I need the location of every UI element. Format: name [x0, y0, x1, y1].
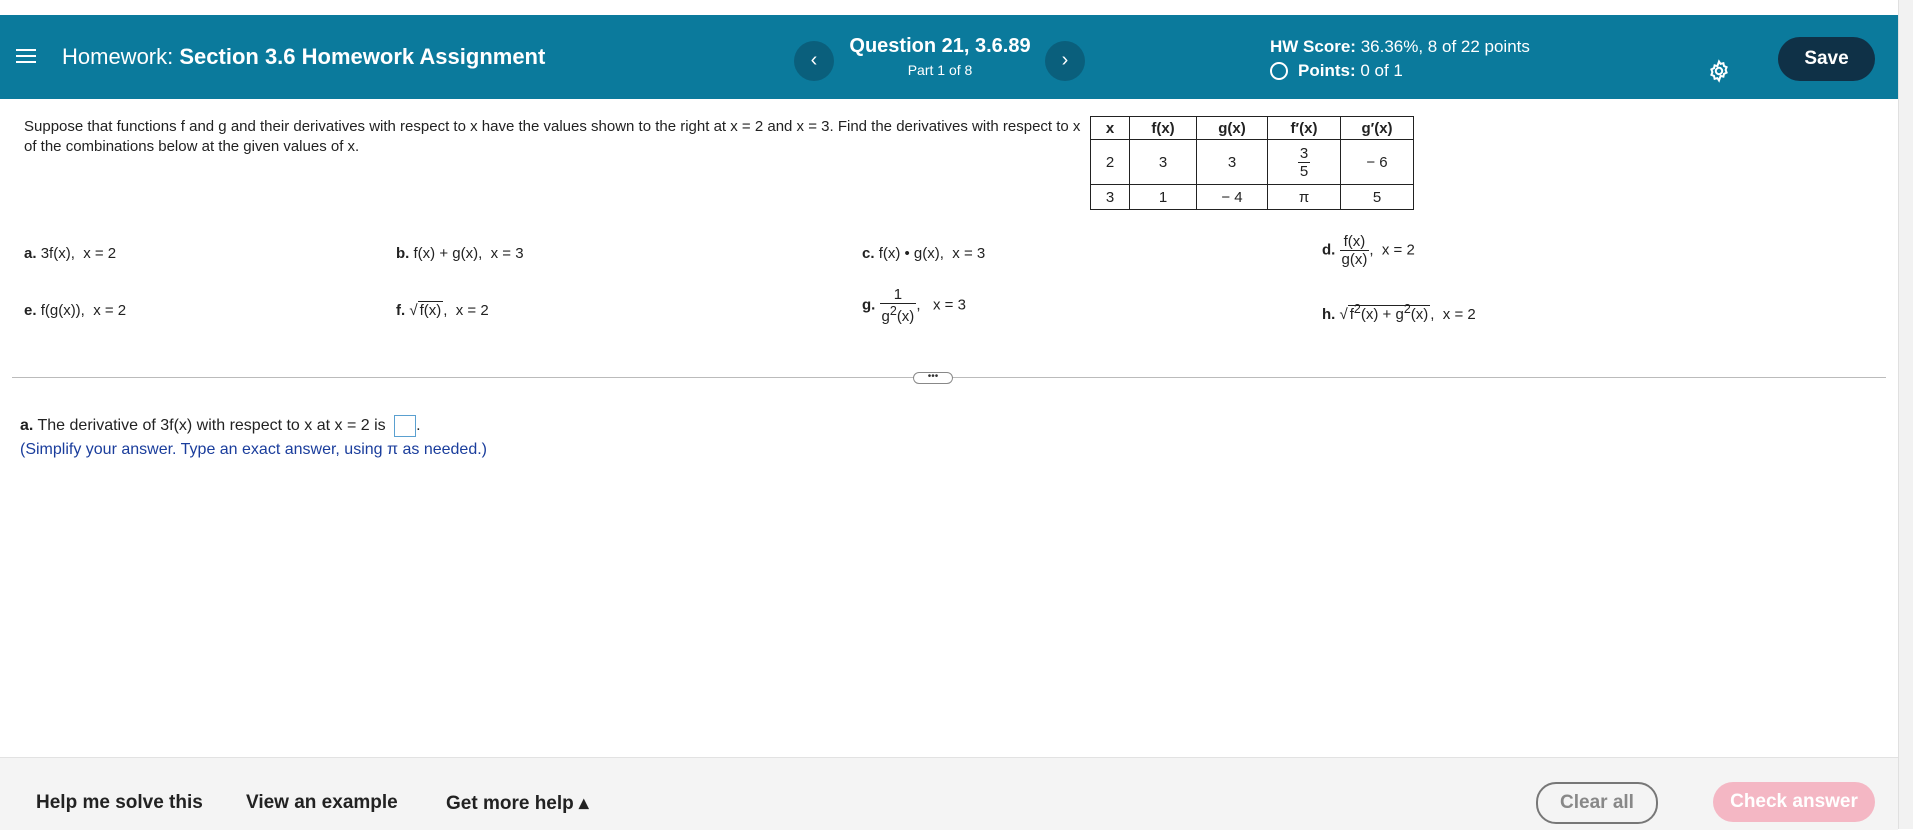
part-h	[1322, 302, 1476, 323]
part-b	[396, 245, 524, 262]
homework-title	[62, 44, 545, 70]
table-header: x	[1091, 117, 1130, 140]
exponent: 2	[1403, 302, 1411, 316]
save-button[interactable]: Save	[1778, 37, 1875, 81]
answer-input[interactable]	[394, 415, 416, 437]
table-cell: 3	[1197, 140, 1268, 185]
scrollbar[interactable]	[1898, 0, 1913, 829]
part-letter: g.	[862, 296, 876, 314]
part-expression: 3f(x),	[40, 245, 75, 262]
get-more-help-link[interactable]: Get more help ▴	[446, 793, 589, 814]
den-exponent: 2	[889, 304, 897, 318]
part-expression: f(x) + g(x),	[413, 245, 483, 262]
table-row	[1091, 140, 1414, 185]
hw-score-value: 36.36%, 8 of 22 points	[1360, 37, 1530, 56]
part-a	[24, 245, 116, 262]
part-at: x = 3	[933, 296, 966, 314]
fraction-numerator: 1	[893, 286, 903, 303]
sqrt-symbol: √	[1339, 306, 1348, 323]
fraction-denominator: g(x)	[1341, 251, 1368, 268]
divider-handle[interactable]: •••	[913, 372, 953, 384]
fraction	[1298, 145, 1310, 180]
prev-question-button[interactable]: ‹	[794, 41, 834, 81]
part-letter: b.	[396, 245, 410, 262]
fraction-numerator: f(x)	[1343, 233, 1366, 250]
clear-all-button[interactable]: Clear all	[1536, 782, 1658, 824]
part-expression: f(g(x)),	[40, 302, 85, 319]
part-comma: ,	[1369, 241, 1374, 259]
question-info	[830, 35, 1050, 78]
points-label: Points:	[1298, 61, 1356, 80]
table-cell: π	[1268, 185, 1341, 210]
answer-text: The derivative of 3f(x) with respect to x at x = 2 is	[37, 417, 386, 435]
fraction-denominator: 5	[1299, 162, 1309, 180]
help-solve-link[interactable]: Help me solve this	[36, 792, 203, 813]
homework-prefix: Homework:	[62, 44, 174, 69]
part-letter: h.	[1322, 306, 1336, 323]
fraction	[880, 286, 917, 325]
radicand-part: (x) + g	[1360, 306, 1404, 323]
table-cell	[1268, 140, 1341, 185]
part-at: x = 2	[83, 245, 117, 262]
part-letter: a.	[24, 245, 37, 262]
part-d	[1322, 233, 1415, 268]
header-bar	[0, 15, 1898, 99]
part-at: x = 2	[93, 302, 127, 319]
part-comma: ,	[443, 302, 448, 319]
problem-prompt: Suppose that functions f and g and their derivatives with respect to x have the values shown to the right at x = 2 and x = 3. Find the derivatives with respect to x of the combinations below at the given values of x.	[24, 118, 1081, 155]
table-row	[1091, 185, 1414, 210]
part-letter: c.	[862, 245, 875, 262]
footer-bar	[0, 757, 1898, 830]
part-g	[862, 286, 966, 325]
radicand-part: (x)	[1410, 306, 1429, 323]
part-expression: f(x) • g(x),	[878, 245, 944, 262]
hw-score-label: HW Score:	[1270, 37, 1356, 56]
homework-name: Section 3.6 Homework Assignment	[179, 44, 546, 69]
view-example-link[interactable]: View an example	[246, 792, 398, 813]
fraction	[1340, 233, 1370, 268]
part-comma: ,	[916, 296, 921, 314]
table-cell: 3	[1130, 140, 1197, 185]
gear-icon[interactable]	[1707, 59, 1731, 83]
question-part: Part 1 of 8	[907, 62, 973, 78]
check-answer-button[interactable]: Check answer	[1713, 782, 1875, 822]
part-at: x = 2	[455, 302, 489, 319]
sqrt-symbol: √	[409, 302, 418, 319]
table-cell: 1	[1130, 185, 1197, 210]
den-tail: (x)	[896, 308, 915, 325]
part-letter: f.	[396, 302, 406, 319]
points-value: 0 of 1	[1360, 61, 1403, 80]
part-letter: d.	[1322, 241, 1336, 259]
radicand	[1348, 302, 1431, 323]
next-question-button[interactable]: ›	[1045, 41, 1085, 81]
table-cell: − 6	[1341, 140, 1414, 185]
top-strip	[0, 0, 1898, 15]
table-header-row	[1091, 117, 1414, 140]
radicand-part: f	[1349, 306, 1354, 323]
table-header: f(x)	[1130, 117, 1197, 140]
score-panel	[1270, 37, 1530, 81]
table-cell: 2	[1091, 140, 1130, 185]
part-letter: e.	[24, 302, 37, 319]
table-cell: 5	[1341, 185, 1414, 210]
table-cell: 3	[1091, 185, 1130, 210]
part-e	[24, 302, 126, 319]
fraction-denominator	[880, 303, 917, 325]
answer-letter: a.	[20, 417, 34, 435]
values-table	[1090, 116, 1414, 210]
part-at: x = 3	[490, 245, 524, 262]
fraction-numerator: 3	[1299, 144, 1309, 162]
question-title: Question 21, 3.6.89	[849, 35, 1031, 57]
answer-hint: (Simplify your answer. Type an exact answer, using π as needed.)	[20, 441, 487, 458]
table-header: g′(x)	[1341, 117, 1414, 140]
points-status-icon	[1270, 62, 1288, 80]
exponent: 2	[1353, 302, 1361, 316]
part-comma: ,	[1430, 306, 1435, 323]
part-f	[396, 302, 489, 319]
table-header: g(x)	[1197, 117, 1268, 140]
answer-period: .	[416, 417, 421, 435]
part-at: x = 3	[952, 245, 986, 262]
part-at: x = 2	[1442, 306, 1476, 323]
radicand: f(x)	[419, 302, 442, 319]
answer-line	[20, 415, 421, 437]
main-content	[0, 99, 1898, 757]
menu-icon[interactable]	[16, 45, 36, 67]
part-c	[862, 245, 985, 262]
table-header: f′(x)	[1268, 117, 1341, 140]
den-base: g	[881, 308, 890, 325]
part-at: x = 2	[1381, 241, 1415, 259]
table-cell: − 4	[1197, 185, 1268, 210]
